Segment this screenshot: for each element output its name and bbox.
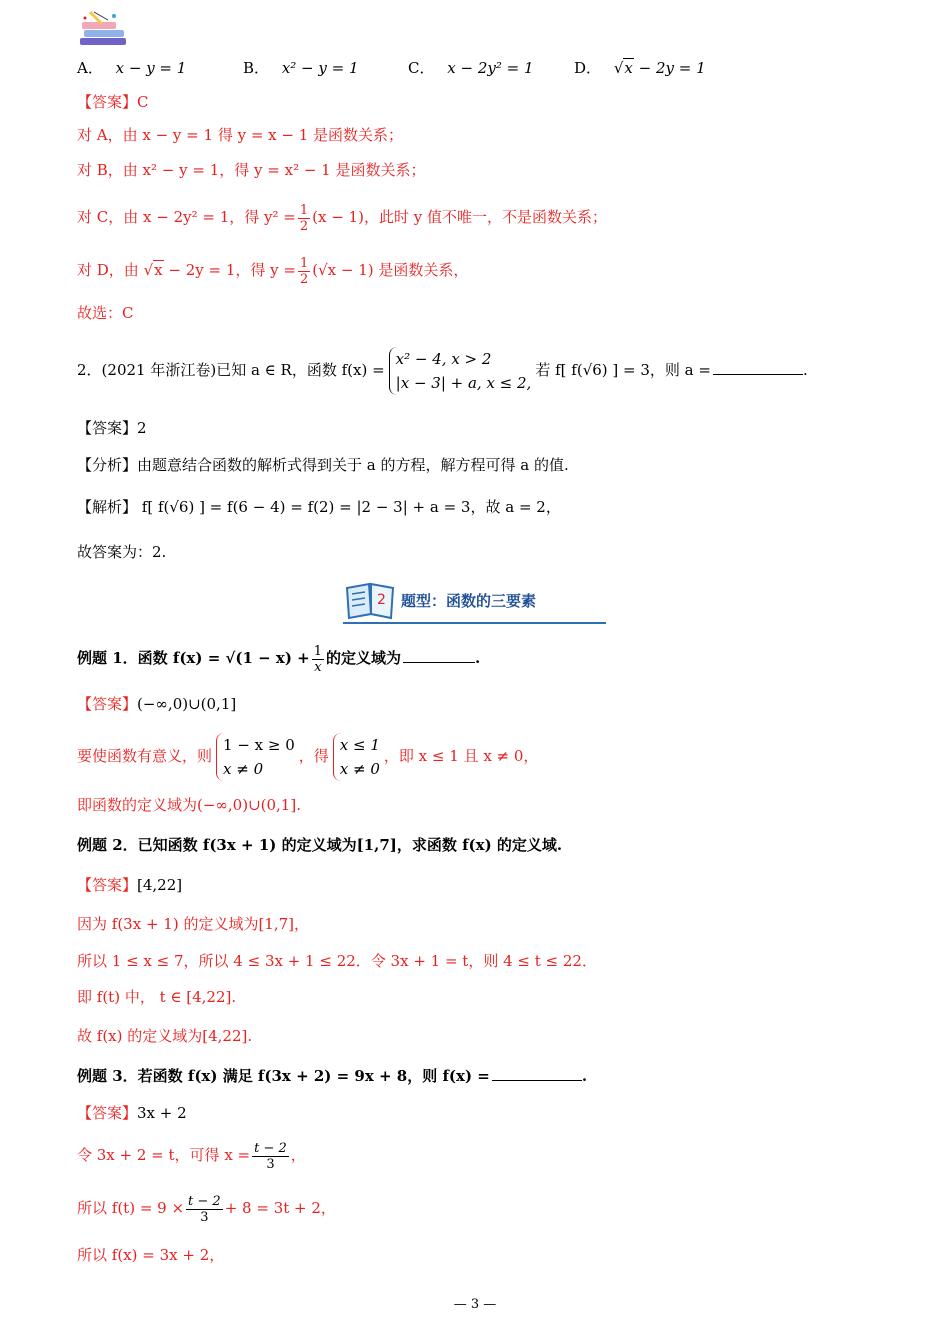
ex2-stem: 例题 2．已知函数 f(3x + 1) 的定义域为[1,7]，求函数 f(x) 的定义域. [77,836,563,854]
ex2-line-4: 故 f(x) 的定义域为[4,22]. [77,1027,253,1045]
ex3-line-1 [77,1137,306,1173]
q2-solution: 【解析】 f[ f(√6) ] = f(6 − 4) = f(2) = |2 − 3| + a = 3，故 a = 2， [77,498,561,516]
q2-stem [77,344,808,396]
q1-line-d-mid: − 2y = 1，得 y = [163,261,296,279]
section-header [343,578,606,624]
ex2-answer [77,875,182,895]
ex1-stem-pre: 例题 1．函数 f(x) = √(1 − x) + [77,649,310,667]
ex1-answer [77,694,236,714]
q2-stem-post: 若 f[ f(√6) ] = 3，则 a = [535,361,711,379]
ex3-line2-post: + 8 = 3t + 2， [224,1199,336,1217]
ex1-answer-blank[interactable] [403,648,475,663]
ex1-cond2a: x ≤ 1 [339,736,380,754]
ex3-answer-label: 【答案】 [77,1104,138,1122]
q1-line-d-pre: 对 D，由 [77,261,144,279]
option-d-expr: − 2y = 1 [633,59,706,77]
svg-text:2: 2 [377,592,386,608]
ex1-cond-mid: ，得 [298,747,329,765]
ex3-answer [77,1103,187,1123]
book-icon [343,580,399,620]
q1-answer: 【答案】C [77,93,149,111]
q2-case-1: x² − 4, x > 2 [395,350,492,368]
option-b [243,58,359,78]
q2-answer: 【答案】2 [77,419,147,437]
ex1-system-2 [333,733,380,781]
q2-conclusion: 故答案为：2. [77,543,167,561]
q1-line-c-post: (x − 1)，此时 y 值不唯一，不是函数关系； [312,208,607,226]
ex1-cond2b: x ≠ 0 [339,760,380,778]
option-c [408,58,534,78]
ex3-line1-pre: 令 3x + 2 = t，可得 x = [77,1146,251,1164]
ex1-cond-post: ，即 x ≤ 1 且 x ≠ 0， [383,747,539,765]
ex1-conclusion: 即函数的定义域为(−∞,0)∪(0,1]. [77,796,301,814]
option-d: D． √x − 2y = 1 [574,59,706,77]
q1-line-c-frac: $\frac{1}{2}$ [299,202,309,234]
q2-stem-pre: 2．(2021 年浙江卷)已知 a ∈ R，函数 f(x) = [77,361,385,379]
ex1-answer-label: 【答案】 [77,695,138,713]
ex2-line-3: 即 f(t) 中， t ∈ [4,22]. [77,988,237,1006]
option-b-expr: x² − y = 1 [281,59,359,77]
ex3-line-3: 所以 f(x) = 3x + 2， [77,1246,225,1264]
ex1-system-1 [216,733,295,781]
option-c-expr: x − 2y² = 1 [447,59,534,77]
ex3-line1-frac: $\frac{t - 2}{3}$ [254,1140,287,1172]
q1-line-d-frac: $\frac{1}{2}$ [299,255,309,287]
q1-line-c [77,202,607,234]
option-d-label: D． [574,59,602,77]
q2-case-2: |x − 3| + a, x ≤ 2, [395,374,532,392]
q2-analysis: 【分析】由题意结合函数的解析式得到关于 a 的方程，解方程可得 a 的值. [77,456,569,474]
ex3-line2-frac: $\frac{t - 2}{3}$ [188,1193,221,1225]
books-logo-icon [78,10,130,50]
ex2-answer-value: [4,22] [137,876,183,894]
q1-line-a: 对 A，由 x − y = 1 得 y = x − 1 是函数关系； [77,126,404,144]
ex3-line2-pre: 所以 f(t) = 9 × [77,1199,185,1217]
ex3-answer-value: 3x + 2 [137,1104,187,1122]
ex1-condition [77,730,538,782]
ex1-stem-post: 的定义域为 [326,649,402,667]
ex3-line1-post: ， [290,1146,306,1164]
option-d-radicand: x [624,59,633,77]
ex3-stem [77,1066,587,1086]
q2-piecewise [389,347,532,395]
ex1-answer-value: (−∞,0)∪(0,1] [137,695,237,713]
option-c-label: C． [408,59,435,77]
q1-line-d-radicand: x [154,261,163,279]
ex1-cond-pre: 要使函数有意义，则 [77,747,213,765]
q1-conclusion: 故选：C [77,304,134,322]
ex3-answer-blank[interactable] [492,1066,582,1081]
q2-stem-end: . [802,361,808,379]
ex1-stem [77,640,480,676]
option-b-label: B． [243,59,270,77]
option-a [77,58,186,78]
ex1-stem-end: . [475,649,481,667]
page-number: — 3 — [453,1297,497,1312]
q2-answer-blank[interactable] [713,360,803,375]
q1-line-c-pre: 对 C，由 x − 2y² = 1，得 y² = [77,208,296,226]
ex2-line-1: 因为 f(3x + 1) 的定义域为[1,7]， [77,915,310,933]
section-title: 题型：函数的三要素 [401,592,537,610]
q1-line-d-post: (√x − 1) 是函数关系， [312,261,469,279]
option-a-expr: x − y = 1 [115,59,187,77]
option-a-label: A． [77,59,103,77]
ex3-stem-end: . [581,1067,588,1085]
ex1-cond1b: x ≠ 0 [223,760,264,778]
ex3-line-2 [77,1190,336,1226]
ex1-frac: $\frac{1}{x}$ [313,643,323,675]
ex3-stem-pre: 例题 3．若函数 f(x) 满足 f(3x + 2) = 9x + 8，则 f(x) = [77,1067,490,1085]
ex2-line-2: 所以 1 ≤ x ≤ 7，所以 4 ≤ 3x + 1 ≤ 22．令 3x + 1 = t，则 4 ≤ t ≤ 22． [77,952,597,970]
q1-line-b: 对 B，由 x² − y = 1，得 y = x² − 1 是函数关系； [77,161,426,179]
q1-line-d: 对 D，由 √x − 2y = 1，得 y = $\frac{1}{2}$ (√x − 1) 是函数关系， [77,255,469,287]
ex1-cond1a: 1 − x ≥ 0 [223,736,295,754]
ex2-answer-label: 【答案】 [77,876,138,894]
